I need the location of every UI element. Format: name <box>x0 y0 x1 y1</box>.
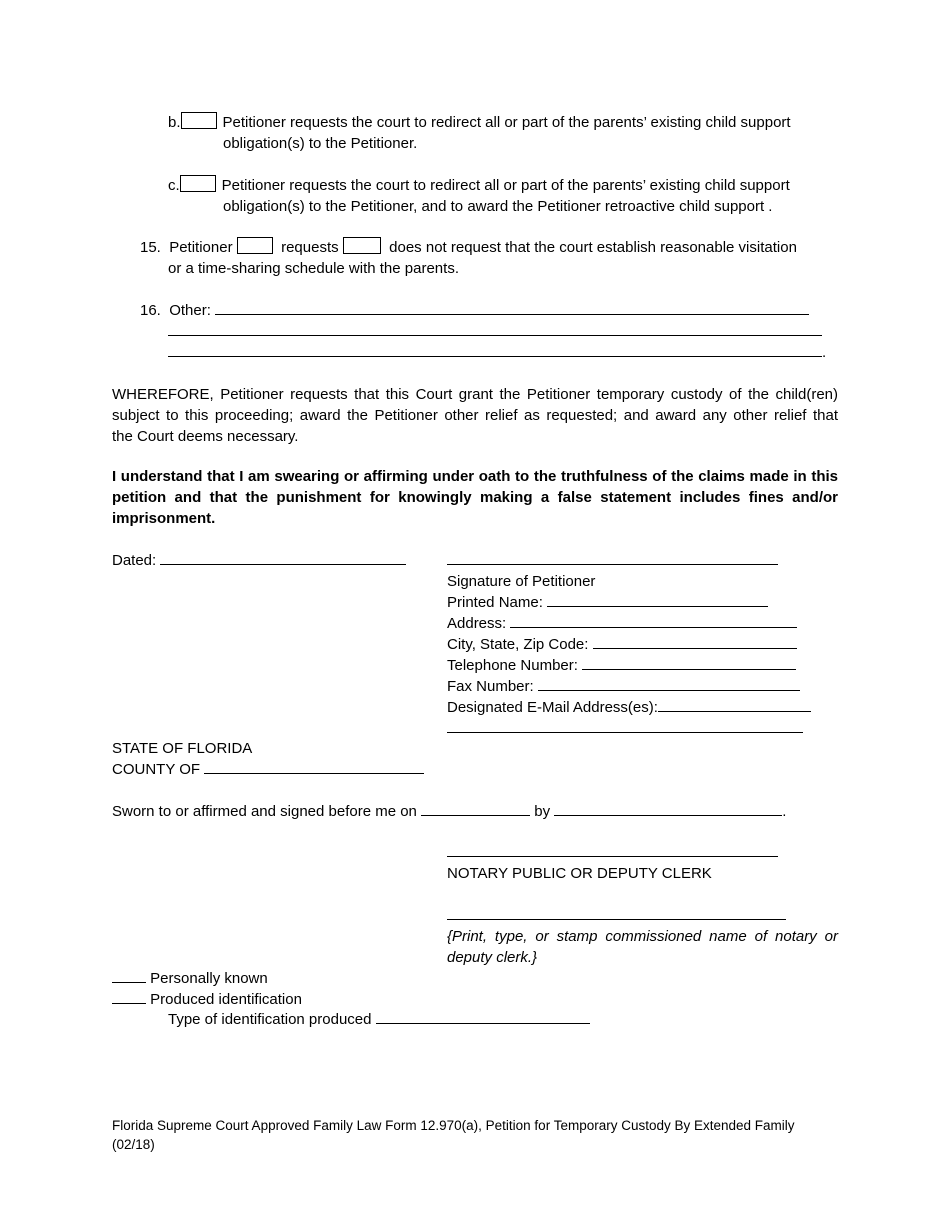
type-of-id-label: Type of identification produced <box>168 1011 372 1028</box>
fax-field[interactable] <box>538 676 800 691</box>
item-16-label: Other: <box>169 302 211 319</box>
email-row <box>447 697 811 718</box>
produced-id-field[interactable] <box>112 989 146 1004</box>
wherefore-line2: subject to this proceeding; award the Petitioner other relief as requested; and award any other relief that <box>112 407 838 424</box>
signature-line-row <box>447 550 778 571</box>
dated-row <box>112 550 406 571</box>
oath-line2: petition and that the punishment for knowingly making a false statement includes fines and/or <box>112 489 838 506</box>
city-label: City, State, Zip Code: <box>447 636 589 653</box>
item-16-field-2[interactable] <box>168 321 822 336</box>
item-15-requests-checkbox[interactable] <box>237 237 273 254</box>
personally-known-label: Personally known <box>150 970 268 987</box>
footer-line2: (02/18) <box>112 1137 155 1152</box>
item-b-letter: b. <box>168 114 181 131</box>
dated-field[interactable] <box>160 550 406 565</box>
item-15-requests-label: requests <box>281 239 339 256</box>
oath-line3: imprisonment. <box>112 510 216 527</box>
notary-name-row <box>447 905 786 926</box>
produced-id-label: Produced identification <box>150 991 302 1008</box>
item-b-line2: obligation(s) to the Petitioner. <box>223 135 418 152</box>
wherefore-line1: WHEREFORE, Petitioner requests that this Court grant the Petitioner temporary custody of the child(ren) <box>112 386 838 403</box>
item-15-line1 <box>140 237 797 258</box>
produced-id-row <box>112 989 302 1010</box>
item-16-line2 <box>168 321 822 342</box>
fax-row <box>447 676 800 697</box>
telephone-row <box>447 655 796 676</box>
item-16-number: 16. <box>140 302 161 319</box>
signature-label: Signature of Petitioner <box>447 573 596 590</box>
item-b-line1 <box>168 112 791 133</box>
printed-name-field[interactable] <box>547 592 768 607</box>
item-b-text: Petitioner requests the court to redirect all or part of the parents’ existing child support <box>222 114 791 131</box>
item-15-not-request-checkbox[interactable] <box>343 237 381 254</box>
notary-name-field[interactable] <box>447 905 786 920</box>
notary-signature-field[interactable] <box>447 842 778 857</box>
item-16-field-1[interactable] <box>215 300 809 315</box>
item-15-number: 15. <box>140 239 161 256</box>
item-15-petitioner-label: Petitioner <box>169 239 233 256</box>
county-field[interactable] <box>204 759 424 774</box>
item-b-checkbox[interactable] <box>181 112 217 129</box>
email-field[interactable] <box>658 697 811 712</box>
type-of-id-field[interactable] <box>376 1009 590 1024</box>
print-note-line1: {Print, type, or stamp commissioned name of notary or <box>447 928 838 945</box>
item-15-line2: or a time-sharing schedule with the parents. <box>168 260 459 277</box>
fax-label: Fax Number: <box>447 678 534 695</box>
footer-line1: Florida Supreme Court Approved Family Law Form 12.970(a), Petition for Temporary Custody By Extended Family <box>112 1118 795 1133</box>
item-c-line2: obligation(s) to the Petitioner, and to award the Petitioner retroactive child support . <box>223 198 773 215</box>
item-c-text: Petitioner requests the court to redirect all or part of the parents’ existing child support <box>221 177 790 194</box>
county-label: COUNTY OF <box>112 761 201 778</box>
item-c-letter: c. <box>168 177 180 194</box>
item-16-line3: . <box>168 342 826 363</box>
address-label: Address: <box>447 615 507 632</box>
print-note-line2: deputy clerk.} <box>447 949 538 966</box>
item-16-line1 <box>140 300 809 321</box>
oath-paragraph <box>112 466 838 529</box>
telephone-field[interactable] <box>582 655 796 670</box>
sworn-label: Sworn to or affirmed and signed before me on <box>112 803 417 820</box>
email-label: Designated E-Mail Address(es): <box>447 699 658 716</box>
type-of-id-row <box>168 1009 590 1030</box>
sworn-by-label: by <box>534 803 551 820</box>
printed-name-row <box>447 592 768 613</box>
notary-label: NOTARY PUBLIC OR DEPUTY CLERK <box>447 865 712 882</box>
oath-line1: I understand that I am swearing or affirming under oath to the truthfulness of the claims made in this <box>112 468 838 485</box>
sworn-by-field[interactable] <box>554 801 782 816</box>
wherefore-line3: the Court deems necessary. <box>112 428 299 445</box>
personally-known-field[interactable] <box>112 968 146 983</box>
address-field[interactable] <box>510 613 797 628</box>
wherefore-paragraph <box>112 384 838 447</box>
telephone-label: Telephone Number: <box>447 657 578 674</box>
email-row-2 <box>447 718 803 739</box>
county-row <box>112 759 424 780</box>
item-16-field-3[interactable] <box>168 342 822 357</box>
printed-name-label: Printed Name: <box>447 594 543 611</box>
personally-known-row <box>112 968 268 989</box>
sworn-row: Sworn to or affirmed and signed before me on by . <box>112 803 787 820</box>
item-c-checkbox[interactable] <box>180 175 216 192</box>
signature-field[interactable] <box>447 550 778 565</box>
sworn-date-field[interactable] <box>421 801 530 816</box>
dated-label: Dated: <box>112 552 157 569</box>
item-15-text: does not request that the court establish reasonable visitation <box>389 239 797 256</box>
state-label: STATE OF FLORIDA <box>112 740 253 757</box>
notary-signature-row <box>447 842 778 863</box>
address-row <box>447 613 797 634</box>
item-c-line1 <box>168 175 790 196</box>
city-field[interactable] <box>593 634 797 649</box>
city-row <box>447 634 797 655</box>
email-field-2[interactable] <box>447 718 803 733</box>
